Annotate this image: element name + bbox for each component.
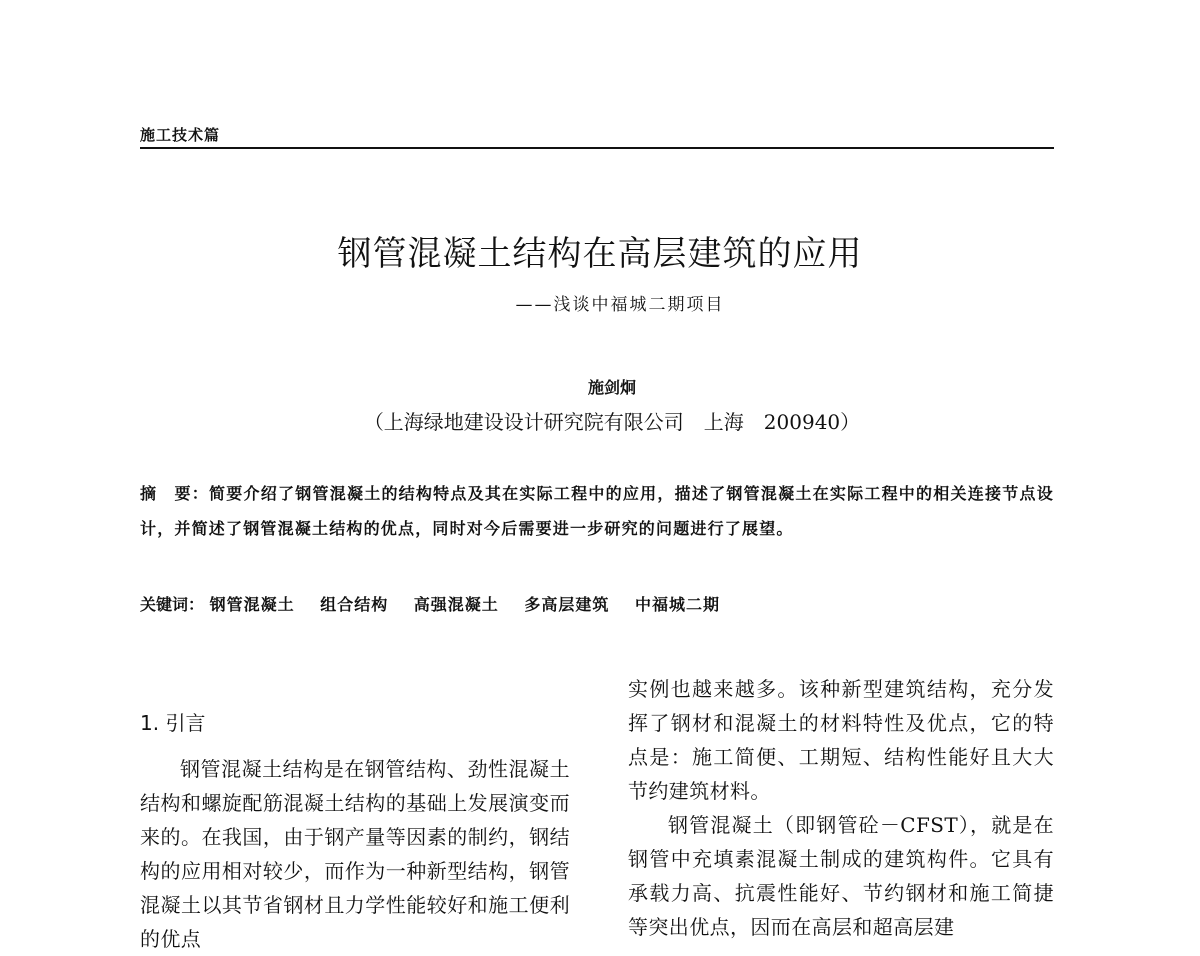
keywords-label: 关键词：	[140, 595, 205, 614]
keyword: 高强混凝土	[413, 595, 499, 614]
author-name: 施剑炯	[587, 378, 636, 397]
body-paragraph: 实例也越来越多。该种新型建筑结构，充分发挥了钢材和混凝土的材料特性及优点，它的特点是：施工简便、工期短、结构性能好且大大节约建筑材料。	[628, 677, 1054, 803]
body-paragraph: 钢管混凝土结构是在钢管结构、劲性混凝土结构和螺旋配筋混凝土结构的基础上发展演变而来的。在我国，由于钢产量等因素的制约，钢结构的应用相对较少，而作为一种新型结构，钢管混凝土以其节省钢材且力学性能较好和施工便利的优点	[140, 757, 570, 951]
abstract	[140, 476, 1054, 546]
abstract-text: 简要介绍了钢管混凝土的结构特点及其在实际工程中的应用，描述了钢管混凝土在实际工程中的相关连接节点设计，并简述了钢管混凝土结构的优点，同时对今后需要进一步研究的问题进行了展望。	[140, 484, 1054, 538]
author-affiliation: （上海绿地建设设计研究院有限公司 上海 200940）	[363, 410, 861, 434]
running-head: 施工技术篇	[140, 126, 221, 144]
keywords	[140, 592, 1054, 615]
article-title: 钢管混凝土结构在高层建筑的应用	[337, 234, 863, 274]
article-subtitle: ——浅谈中福城二期项目	[515, 295, 725, 315]
keyword: 多高层建筑	[524, 595, 610, 614]
keyword: 中福城二期	[634, 595, 720, 614]
section-heading-introduction: 1. 引言	[140, 711, 206, 735]
header-rule	[140, 147, 1054, 149]
body-paragraph: 钢管混凝土（即钢管砼－CFST），就是在钢管中充填素混凝土制成的建筑构件。它具有承载力高、抗震性能好、节约钢材和施工简捷等突出优点，因而在高层和超高层建	[628, 813, 1054, 939]
keyword: 钢管混凝土	[209, 595, 295, 614]
abstract-label: 摘 要：	[140, 484, 209, 503]
body-column-right	[628, 672, 1054, 944]
body-column-left	[140, 752, 570, 956]
keyword: 组合结构	[320, 595, 389, 614]
